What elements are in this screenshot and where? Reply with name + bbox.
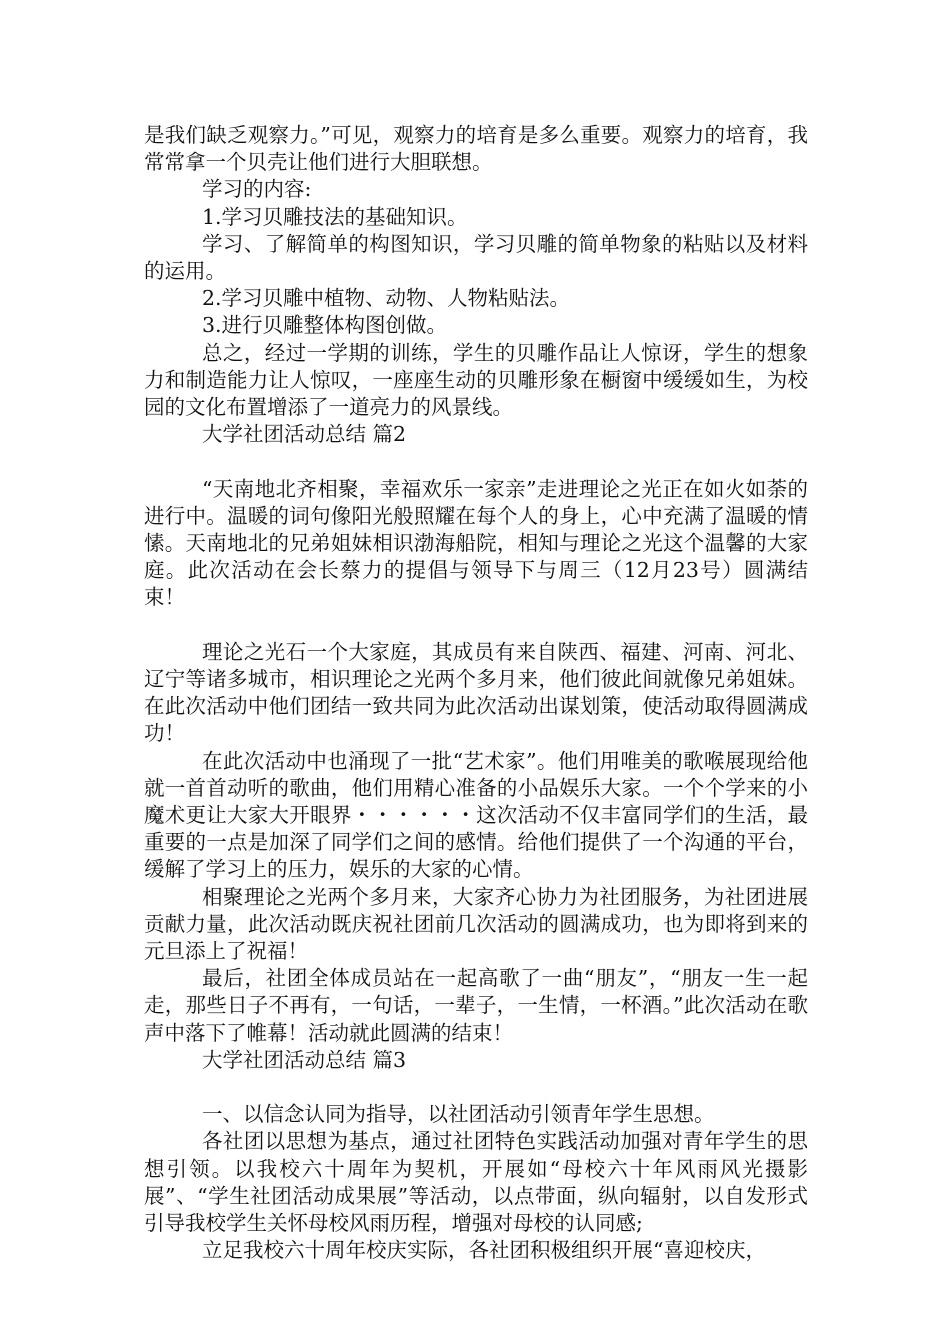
paragraph-summary: 总之，经过一学期的训练，学生的贝雕作品让人惊讶，学生的想象力和制造能力让人惊叹，一座座生动的贝雕形象在橱窗中缓缓如生，为校园的文化布置增添了一道亮力的风景线。 [144,340,808,420]
document-body [144,122,808,1264]
paragraph-finale: 最后，社团全体成员站在一起高歌了一曲“朋友”，“朋友一生一起走，那些日子不再有，一句话，一辈子，一生情，一杯酒。”此次活动在歌声中落下了帷幕！活动就此圆满的结束！ [144,966,808,1045]
paragraph-belief: 一、以信念认同为指导，以社团活动引领青年学生思想。 [202,1102,715,1127]
list-item-1: 1.学习贝雕技法的基础知识。 [202,204,468,229]
paragraph-anniversary: 立足我校六十周年校庆实际，各社团积极组织开展“喜迎校庆， [202,1238,766,1263]
paragraph-thought-guidance: 各社团以思想为基点，通过社团特色实践活动加强对青年学生的思想引领。以我校六十周年为契机，开展如“母校六十年风雨风光摄影展”、“学生社团活动成果展”等活动，以点带面，纵向辐射，以自发形式引导我校学生关怀母校风雨历程，增强对母校的认同感; [144,1129,808,1236]
list-item-2: 2.学习贝雕中植物、动物、人物粘贴法。 [202,286,571,311]
paragraph-big-family: 理论之光石一个大家庭，其成员有来自陕西、福建、河南、河北、辽宁等诸多城市，相识理论之光两个多月来，他们彼此间就像兄弟姐妹。在此次活动中他们团结一致共同为此次活动出谋划策，使活动取得圆满成功！ [144,639,808,746]
blank-line [144,1074,808,1101]
paragraph-observation: 是我们缺乏观察力。”可见，观察力的培育是多么重要。观察力的培育，我常常拿一个贝壳让他们进行大胆联想。 [144,123,808,175]
section-heading-3: 大学社团活动总结 篇3 [202,1047,407,1072]
blank-line [144,448,808,475]
paragraph-gathering: “天南地北齐相聚，幸福欢乐一家亲”走进理论之光正在如火如荼的进行中。温暖的词句像阳光般照耀在每个人的身上，心中充满了温暖的情愫。天南地北的兄弟姐妹相识渤海船院，相知与理论之光这个温馨的大家庭。此次活动在会长蔡力的提倡与领导下与周三（12月23号）圆满结束！ [144,476,808,610]
paragraph-teamwork: 相聚理论之光两个多月来，大家齐心协力为社团服务，为社团进展贡献力量，此次活动既庆祝社团前几次活动的圆满成功，也为即将到来的元旦添上了祝福！ [144,884,808,964]
paragraph-composition: 学习、了解简单的构图知识，学习贝雕的简单物象的粘贴以及材料的运用。 [144,231,808,284]
paragraph-learning-content-label: 学习的内容: [202,177,312,202]
section-heading-2: 大学社团活动总结 篇2 [202,422,407,447]
list-item-3: 3.进行贝雕整体构图创做。 [202,313,448,338]
paragraph-artists: 在此次活动中也涌现了一批“艺术家”。他们用唯美的歌喉展现给他就一首首动听的歌曲，他们用精心准备的小品娱乐大家。一个个学来的小魔术更让大家大开眼界・・・・・・这次活动不仅丰富同学们的生活，最重要的一点是加深了同学们之间的感情。给他们提供了一个沟通的平台，缓解了学习上的压力，娱乐的大家的心情。 [144,748,808,882]
blank-line [144,612,808,639]
